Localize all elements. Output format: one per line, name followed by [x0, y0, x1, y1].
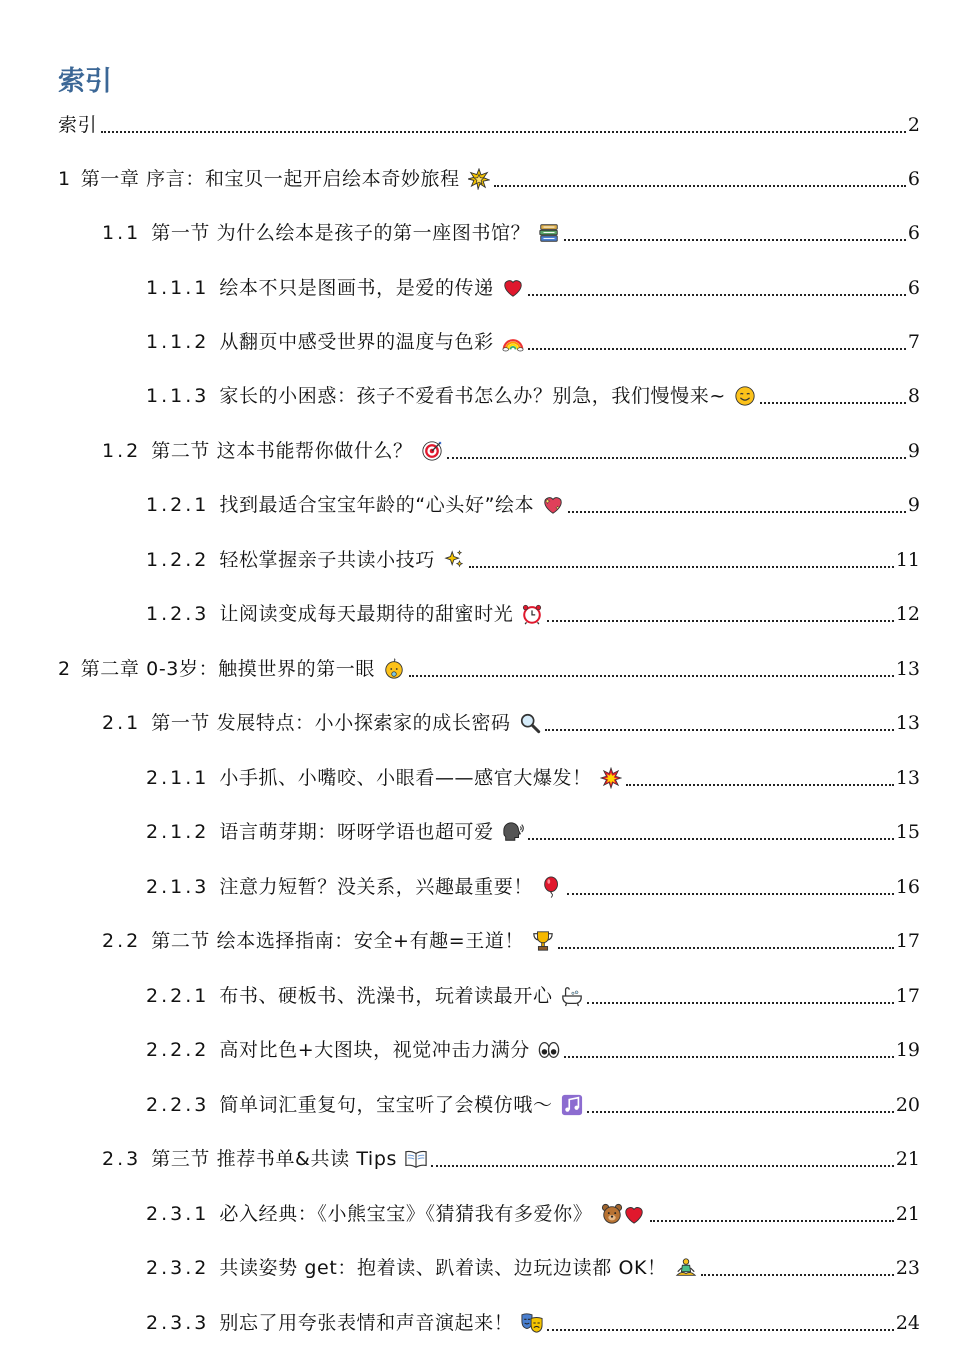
toc-entry-text: [146, 765, 622, 793]
toc-entry-number: 2.3.2: [146, 1257, 210, 1279]
toc-entry-text: [146, 383, 756, 411]
toc-entry[interactable]: [146, 1035, 920, 1065]
toc-page-number: 8: [907, 385, 920, 407]
toc-leader-dots: [545, 729, 894, 731]
sparkle-star-icon: [468, 168, 490, 190]
speaking-head-icon: [502, 821, 524, 843]
toc-entry-title: 简单词汇重复句，宝宝听了会模仿哦～: [219, 1094, 553, 1116]
toc-entry-number: 1.2.2: [146, 549, 210, 571]
toc-leader-dots: [528, 838, 894, 840]
target-icon: [421, 440, 443, 462]
toc-entry-text: [146, 1037, 560, 1065]
toc-entry-text: [102, 220, 560, 248]
toc-entry-title: 轻松掌握亲子共读小技巧: [219, 549, 435, 571]
toc-entry-text: [58, 656, 405, 684]
toc-entry[interactable]: [146, 872, 920, 902]
baby-icon: [383, 658, 405, 680]
toc-leader-dots: [558, 947, 894, 949]
toc-leader-dots: [701, 1274, 894, 1276]
toc-page-number: 17: [895, 930, 920, 952]
toc-entry-number: 1.1: [102, 222, 142, 244]
balloon-icon: [541, 876, 563, 898]
toc-entry-number: 2.2.2: [146, 1039, 210, 1061]
toc-entry-title: 布书、硬板书、洗澡书，玩着读最开心: [219, 985, 553, 1007]
toc-entry-number: 1.1.2: [146, 331, 210, 353]
toc-entry-number: 2.2.3: [146, 1094, 210, 1116]
toc-entry-title: 第三节 推荐书单&共读 Tips: [151, 1148, 397, 1170]
lotus-person-icon: [675, 1257, 697, 1279]
toc-leader-dots: [564, 1056, 894, 1058]
toc-entry[interactable]: [146, 381, 920, 411]
trophy-icon: [532, 930, 554, 952]
toc-entry-title: 小手抓、小嘴咬、小眼看——感官大爆发！: [219, 767, 592, 789]
toc-entry[interactable]: [102, 708, 920, 738]
toc-entry-title: 第二章 0-3岁：触摸世界的第一眼: [80, 658, 375, 680]
toc-entry-text: [146, 547, 465, 575]
toc-entry-title: 必入经典：《小熊宝宝》《猜猜我有多爱你》: [219, 1203, 593, 1225]
toc-entry-title: 找到最适合宝宝年龄的“心头好”绘本: [219, 494, 535, 516]
toc-entry-text: [102, 710, 541, 738]
toc-entry-title: 第一章 序言：和宝贝一起开启绘本奇妙旅程: [80, 168, 460, 190]
toc-leader-dots: [587, 1111, 894, 1113]
toc-leader-dots: [409, 675, 894, 677]
toc-entry-text: [58, 112, 97, 140]
toc-entry-number: 1.2.1: [146, 494, 210, 516]
toc-entry-text: [146, 1092, 583, 1120]
toc-entry-title: 语言萌芽期：呀呀学语也超可爱: [219, 821, 494, 843]
toc-page-number: 17: [895, 985, 920, 1007]
toc-entry-text: [146, 1255, 697, 1283]
toc-entry-number: 2.3.3: [146, 1312, 210, 1334]
toc-leader-dots: [447, 457, 906, 459]
toc-entry-number: 1.1.1: [146, 277, 210, 299]
toc-entry-text: [146, 1201, 646, 1229]
toc-entry-number: 1.1.3: [146, 385, 210, 407]
toc-leader-dots: [650, 1220, 893, 1222]
toc-entry-number: 1.2.3: [146, 603, 210, 625]
toc-entry[interactable]: [146, 545, 920, 575]
toc-entry-number: 2.3: [102, 1148, 142, 1170]
eyes-icon: [538, 1039, 560, 1061]
books-icon: [538, 222, 560, 244]
toc-leader-dots: [547, 620, 893, 622]
toc-page-number: 19: [895, 1039, 920, 1061]
toc-page-number: 13: [895, 712, 920, 734]
toc-leader-dots: [626, 784, 894, 786]
toc-entry-text: [102, 1146, 427, 1174]
toc-entry-title: 绘本不只是图画书，是爱的传递: [219, 277, 494, 299]
toc-page-number: 16: [895, 876, 920, 898]
toc-entry-text: [146, 983, 583, 1011]
alarm-clock-icon: [521, 603, 543, 625]
toc-entry-title: 别忘了用夸张表情和声音演起来！: [219, 1312, 514, 1334]
toc-entry-number: 2.3.1: [146, 1203, 210, 1225]
toc-entry-title: 从翻页中感受世界的温度与色彩: [219, 331, 494, 353]
toc-page-number: 24: [895, 1312, 920, 1334]
toc-page-number: 7: [907, 331, 920, 353]
toc-entry[interactable]: [58, 110, 920, 140]
bear-heart-icon: [600, 1203, 646, 1225]
toc-entry[interactable]: [146, 817, 920, 847]
sparkles-icon: [443, 549, 465, 571]
toc-entry[interactable]: [146, 490, 920, 520]
bathtub-icon: [561, 985, 583, 1007]
toc-entry[interactable]: [102, 926, 920, 956]
toc-leader-dots: [469, 566, 894, 568]
toc-entry-title: 第二节 绘本选择指南：安全+有趣=王道！: [151, 930, 525, 952]
toc-entry[interactable]: [102, 218, 920, 248]
toc-entry-title: 共读姿势 get：抱着读、趴着读、边玩边读都 OK！: [219, 1257, 667, 1279]
magnifier-icon: [519, 712, 541, 734]
toc-leader-dots: [564, 239, 906, 241]
toc-entry-text: [146, 492, 564, 520]
toc-page-number: 20: [895, 1094, 920, 1116]
heart-icon: [502, 277, 524, 299]
toc-leader-dots: [494, 185, 906, 187]
music-notes-icon: [561, 1094, 583, 1116]
toc-entry-title: 让阅读变成每天最期待的甜蜜时光: [219, 603, 514, 625]
toc-page-number: 13: [895, 658, 920, 680]
toc-entry[interactable]: [146, 1090, 920, 1120]
theater-masks-icon: [521, 1312, 543, 1334]
toc-entry-number: 2.2: [102, 930, 142, 952]
toc-entry-title: 家长的小困惑：孩子不爱看书怎么办？别急，我们慢慢来~: [219, 385, 726, 407]
toc-leader-dots: [587, 1002, 894, 1004]
toc-entry[interactable]: [146, 763, 920, 793]
toc-leader-dots: [760, 402, 906, 404]
toc-entry[interactable]: [146, 599, 920, 629]
toc-page-number: 6: [907, 277, 920, 299]
toc-entry-number: 2.1.1: [146, 767, 210, 789]
toc-page-number: 23: [895, 1257, 920, 1279]
toc-entry-title: 高对比色+大图块，视觉冲击力满分: [219, 1039, 530, 1061]
toc-page-number: 6: [907, 222, 920, 244]
toc-entry-text: [146, 874, 563, 902]
toc-entry-text: [102, 928, 554, 956]
toc-entry-title: 索引: [58, 114, 98, 136]
toc-page-number: 21: [895, 1148, 920, 1170]
toc-heading: 索引: [58, 66, 112, 97]
toc-entry[interactable]: [146, 1253, 920, 1283]
toc-page-number: 9: [907, 494, 920, 516]
rainbow-icon: [502, 331, 524, 353]
toc-entry[interactable]: [146, 981, 920, 1011]
toc-entry-text: [146, 1310, 543, 1338]
toc-entry-title: 注意力短暂？没关系，兴趣最重要！: [219, 876, 533, 898]
toc-entry-title: 第一节 为什么绘本是孩子的第一座图书馆？: [151, 222, 531, 244]
toc-entry-text: [146, 329, 524, 357]
collision-icon: [600, 767, 622, 789]
toc-entry-number: 2.1: [102, 712, 142, 734]
toc-entry[interactable]: [146, 1308, 920, 1338]
toc-entry-number: 1.2: [102, 440, 142, 462]
toc-leader-dots: [528, 348, 906, 350]
toc-entry-title: 第一节 发展特点：小小探索家的成长密码: [151, 712, 511, 734]
toc-entry-number: 2: [58, 658, 71, 680]
toc-page-number: 21: [895, 1203, 920, 1225]
sparkling-heart-icon: [542, 494, 564, 516]
toc-entry-text: [58, 166, 490, 194]
toc-page-number: 9: [907, 440, 920, 462]
toc-entry[interactable]: [146, 273, 920, 303]
toc-leader-dots: [547, 1329, 893, 1331]
open-book-icon: [405, 1148, 427, 1170]
toc-leader-dots: [528, 294, 906, 296]
toc-page-number: 13: [895, 767, 920, 789]
toc-entry[interactable]: [102, 436, 920, 466]
toc-entry-number: 2.2.1: [146, 985, 210, 1007]
toc-leader-dots: [431, 1165, 894, 1167]
toc-entry[interactable]: [146, 327, 920, 357]
toc-entry-number: 2.1.2: [146, 821, 210, 843]
toc-page-number: 11: [895, 549, 920, 571]
toc-entry[interactable]: [58, 654, 920, 684]
toc-entry[interactable]: [58, 164, 920, 194]
toc-entry-title: 第二节 这本书能帮你做什么？: [151, 440, 413, 462]
toc-entry[interactable]: [102, 1144, 920, 1174]
toc-entry-text: [102, 438, 443, 466]
toc-leader-dots: [568, 511, 906, 513]
toc-leader-dots: [101, 131, 906, 133]
toc-entry-text: [146, 275, 524, 303]
toc-page-number: 15: [895, 821, 920, 843]
toc-leader-dots: [567, 893, 894, 895]
smiling-face-icon: [734, 385, 756, 407]
toc-entry-number: 1: [58, 168, 71, 190]
toc-entry-text: [146, 601, 543, 629]
toc-page-number: 6: [907, 168, 920, 190]
toc-entry-number: 2.1.3: [146, 876, 210, 898]
toc-page-number: 2: [907, 114, 920, 136]
toc-page-number: 12: [895, 603, 920, 625]
toc-entry-text: [146, 819, 524, 847]
toc-entry[interactable]: [146, 1199, 920, 1229]
